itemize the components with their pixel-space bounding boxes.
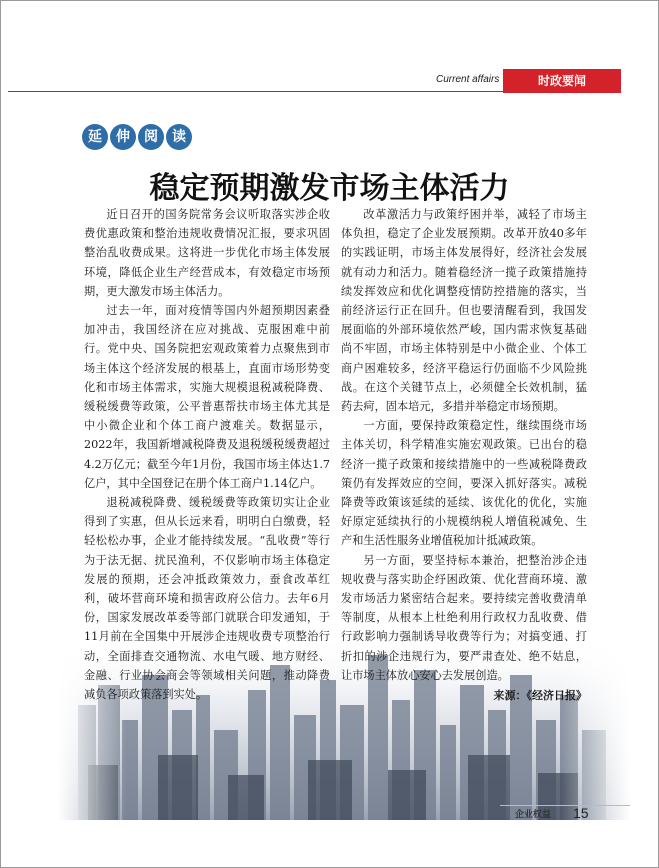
- footer-rule: [500, 805, 630, 806]
- paragraph: 退税减税降费、缓税缓费等政策切实让企业得到了实惠，但从长远来看，明明白白缴费，轻轻松松办事，企业才能持续发展。“乱收费”等行为于法无据、扰民渔利，不仅影响市场主体稳定发展的预期，还会冲抵政策效力，蚕食改革红利，破坏营商环境和损害政府公信力。去年6月份，国家发展改革委等部门就联合印发通知，于11月前在全国集中开展涉企违规收费专项整治行动，全面排查交通物流、水电气暖、地方财经、金融、行业协会商会等领域相关问题，推动降费减负各项政策落到实处。: [84, 496, 330, 702]
- paragraph: 改革激活力与政策纾困并举，减轻了市场主体负担，稳定了企业发展预期。改革开放40多年的实践证明，市场主体发展得好，经济社会发展就有动力和活力。随着稳经济一揽子政策措施持续发挥效应和优化调整疫情防控措施的落实，当前经济运行正在回升。但也要清醒看到，我国发展面临的外部环境依然严峻，国内需求恢复基础尚不牢固，市场主体特别是中小微企业、个体工商户困难较多，经济平稳运行仍面临不少风险挑战。在这个关键节点上，必须健全长效机制，猛药去疴，固本培元，多措并举稳定市场预期。: [341, 208, 587, 414]
- publication-name: 企业权益: [515, 810, 552, 820]
- banner-char: 伸: [110, 124, 136, 150]
- banner-char: 阅: [138, 124, 164, 150]
- paragraph: 一方面，要保持政策稳定性，继续围绕市场主体关切，科学精准实施宏观政策。已出台的稳经济一揽子政策和接续措施中的一些减税降费政策仍有发挥效应的空间，要深入抓好落实。减税降费等政策该延续的延续、该优化的优化，实施好原定延续执行的小规模纳税人增值税减免、生产和生活性服务业增值税加计抵减政策。: [341, 419, 587, 548]
- page-number: 15: [573, 805, 589, 821]
- paragraph: 另一方面，要坚持标本兼治，把整治涉企违规收费与落实助企纾困政策、优化营商环境、激发市场活力紧密结合起来。要持续完善收费清单等制度，从根本上杜绝利用行政权力乱收费、借行政影响力强制诱导收费等行为；对搞变通、打折扣的涉企违规行为，要严肃查处、绝不姑息，让市场主体放心安心去发展创造。: [341, 553, 587, 682]
- article-source: 来源：《经济日报》: [493, 689, 587, 703]
- banner-char: 读: [166, 124, 192, 150]
- extended-reading-banner: [82, 124, 192, 150]
- paragraph: 过去一年，面对疫情等国内外超预期因素叠加冲击，我国经济在应对挑战、克服困难中前行。党中央、国务院把宏观政策着力点聚焦到市场主体这个经济发展的根基上，直面市场形势变化和市场主体需求，实施大规模退税减税降费、缓税缓费等政策，公平普惠帮扶市场主体尤其是中小微企业和个体工商户渡难关。数据显示，2022年，我国新增减税降费及退税缓税缓费超过4.2万亿元；截至今年1月份，我国市场主体达1.7亿户，其中全国登记在册个体工商户1.14亿户。: [84, 304, 330, 490]
- article-title: 稳定预期激发市场主体活力: [149, 171, 510, 206]
- banner-char: 延: [82, 124, 108, 150]
- article-column-right: [341, 205, 587, 705]
- paragraph: 近日召开的国务院常务会议听取落实涉企收费优惠政策和整治违规收费情况汇报，要求巩固整治乱收费成果。这将进一步优化市场主体发展环境，降低企业生产经营成本，有效稳定市场预期，更大激发市场主体活力。: [84, 208, 330, 298]
- section-label-cn: 时政要闻: [503, 69, 621, 93]
- article-column-left: [84, 205, 330, 704]
- section-label-en: Current affairs: [436, 74, 500, 85]
